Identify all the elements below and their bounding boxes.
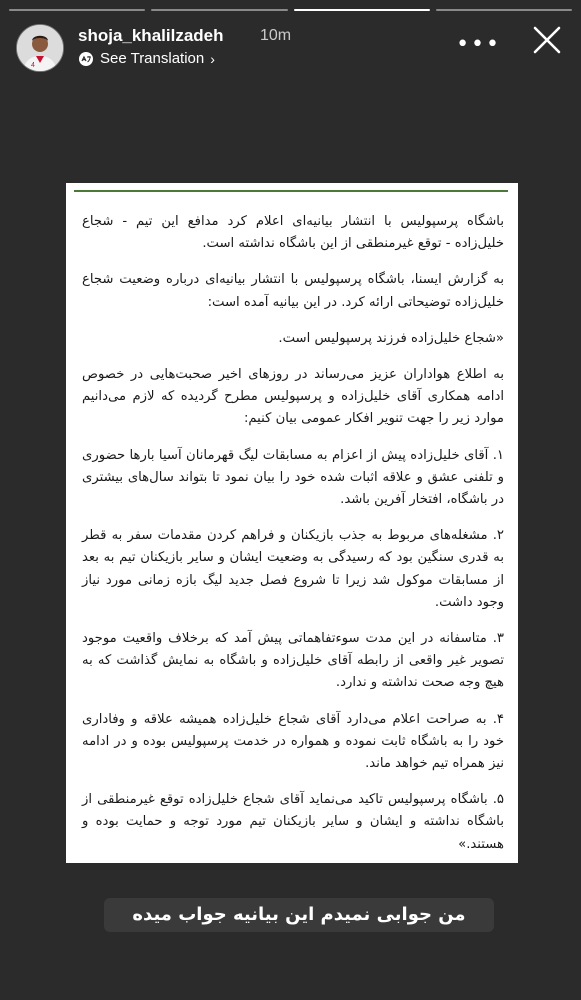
translate-icon bbox=[78, 51, 94, 67]
progress-segment bbox=[151, 9, 287, 11]
avatar-image bbox=[17, 25, 63, 71]
document-paragraph: باشگاه پرسپولیس با انتشار بیانیه‌ای اعلام کرد مدافع این تیم - شجاع خلیل‌زاده - توقع غیرمنطقی از این باشگاه نداشته است. bbox=[82, 214, 504, 252]
see-translation-link[interactable] bbox=[78, 50, 215, 67]
story-caption: من جوابی نمیدم این بیانیه جواب میده bbox=[104, 898, 494, 932]
document-header-rule bbox=[74, 190, 508, 192]
see-translation-label: See Translation bbox=[100, 50, 205, 67]
progress-segment bbox=[436, 9, 572, 11]
username[interactable]: shoja_khalilzadeh bbox=[78, 26, 224, 45]
document-paragraph: به اطلاع هواداران عزیز می‌رساند در روزهای اخیر صحبت‌هایی در خصوص ادامه همکاری آقای خلیل‌زاده و پرسپولیس مطرح گردیده که لازم می‌دانیم موارد زیر را جهت تنویر افکار عمومی بیان کنیم: bbox=[82, 367, 504, 427]
more-options-icon[interactable]: ••• bbox=[456, 32, 501, 57]
document-paragraph: «شجاع خلیل‌زاده فرزند پرسپولیس است. bbox=[278, 330, 504, 346]
progress-segment-active bbox=[294, 9, 430, 11]
document-body bbox=[82, 211, 504, 870]
document-paragraph: ۲. مشغله‌های مربوط به جذب بازیکنان و فراهم کردن مقدمات سفر به قطر به قدری سنگین بود که رسیدگی به وضعیت ایشان و سایر بازیکنان تیم به بعد از مسابقات موکول شد زیرا تا شروع فصل جدید لیگ بازه زمانی مورد نیاز وجود داشت. bbox=[82, 528, 504, 610]
chevron-right-icon: › bbox=[210, 50, 215, 67]
document-paragraph: ۱. آقای خلیل‌زاده پیش از اعزام به مسابقات لیگ قهرمانان آسیا بارها حضوری و تلفنی عشق و علاقه اثبات شده خود را بیان نمود تا بتواند سال‌های بیشتری در باشگاه، افتخار آفرین باشد. bbox=[82, 447, 504, 508]
document-paragraph: ۵. باشگاه پرسپولیس تاکید می‌نماید آقای شجاع خلیل‌زاده توقع غیرمنطقی از باشگاه نداشته و ایشان و سایر بازیکنان تیم مورد توجه و حمایت بوده و هستند.» bbox=[82, 792, 504, 852]
avatar[interactable] bbox=[16, 24, 64, 72]
post-time: 10m bbox=[260, 27, 292, 44]
document-paragraph: به گزارش ایسنا، باشگاه پرسپولیس با انتشار بیانیه‌ای درباره وضعیت شجاع خلیل‌زاده توضیحاتی ارائه کرد. در این بیانیه آمده است: bbox=[82, 272, 504, 310]
story-header bbox=[16, 22, 565, 74]
progress-segment bbox=[9, 9, 145, 11]
close-icon[interactable] bbox=[529, 22, 565, 58]
story-progress bbox=[9, 9, 572, 11]
statement-document bbox=[66, 183, 518, 863]
document-paragraph: ۳. متاسفانه در این مدت سوءتفاهماتی پیش آمد که برخلاف واقعیت موجود تصویر غیر واقعی از رابطه آقای خلیل‌زاده و باشگاه به نمایش گذاشت که به هیچ وجه صحت نداشته و ندارد. bbox=[82, 631, 504, 691]
svg-text:4: 4 bbox=[31, 62, 35, 69]
document-paragraph: ۴. به صراحت اعلام می‌دارد آقای شجاع خلیل‌زاده همیشه علاقه و وفاداری خود را به باشگاه ثابت نموده و همواره در خدمت پرسپولیس بوده و در ادامه نیز همراه تیم خواهد ماند. bbox=[82, 711, 504, 772]
